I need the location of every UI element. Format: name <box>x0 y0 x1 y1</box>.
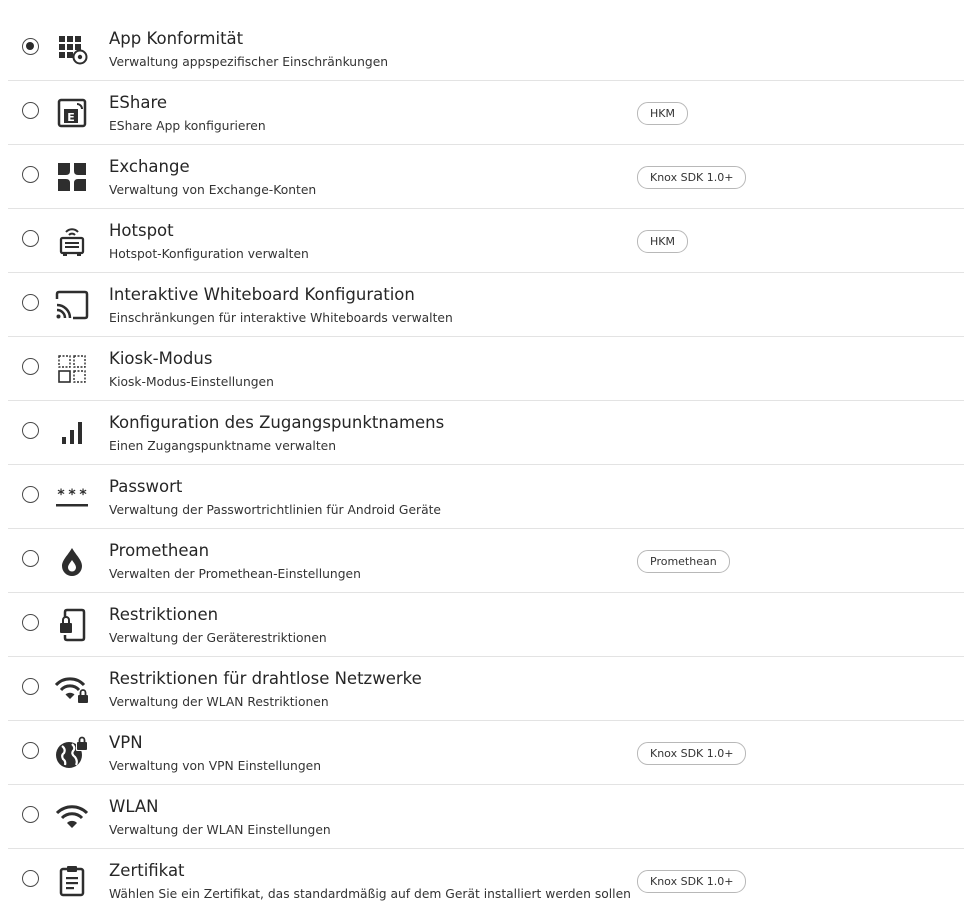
item-description: EShare App konfigurieren <box>109 119 266 133</box>
list-item-promethean[interactable] <box>8 529 964 593</box>
item-description: Verwaltung der Geräterestriktionen <box>109 631 327 645</box>
radio-button[interactable] <box>22 614 39 631</box>
radio-button[interactable] <box>22 742 39 759</box>
app-grid-gear-icon <box>54 31 90 67</box>
list-item-exchange[interactable] <box>8 145 964 209</box>
password-icon <box>54 479 90 515</box>
radio-button[interactable] <box>22 550 39 567</box>
requirement-badge: HKM <box>637 102 688 125</box>
item-title: Interaktive Whiteboard Konfiguration <box>109 285 415 304</box>
radio-button[interactable] <box>22 230 39 247</box>
item-description: Wählen Sie ein Zertifikat, das standardmäßig auf dem Gerät installiert werden sollen <box>109 887 631 901</box>
radio-button[interactable] <box>22 166 39 183</box>
kiosk-icon <box>54 351 90 387</box>
requirement-badge: Promethean <box>637 550 730 573</box>
requirement-badge: Knox SDK 1.0+ <box>637 742 746 765</box>
item-title: Kiosk-Modus <box>109 349 213 368</box>
item-title: Zertifikat <box>109 861 185 880</box>
item-description: Verwaltung von VPN Einstellungen <box>109 759 322 773</box>
list-item-wlan-restriktionen[interactable] <box>8 657 964 721</box>
item-description: Verwaltung appspezifischer Einschränkungen <box>109 55 389 69</box>
radio-button[interactable] <box>22 294 39 311</box>
radio-button[interactable] <box>22 486 39 503</box>
list-item-wlan[interactable] <box>8 785 964 849</box>
certificate-clipboard-icon <box>54 863 90 899</box>
signal-bars-icon <box>54 415 90 451</box>
item-description: Verwaltung der WLAN Einstellungen <box>109 823 331 837</box>
svg-text:*: * <box>79 487 87 503</box>
item-title: Hotspot <box>109 221 174 240</box>
policy-list <box>8 17 964 913</box>
svg-text:E: E <box>67 111 75 124</box>
item-title: Promethean <box>109 541 210 560</box>
wifi-icon <box>54 799 90 835</box>
promethean-drop-icon <box>54 543 90 579</box>
item-title: Exchange <box>109 157 190 176</box>
cast-icon <box>54 287 90 323</box>
item-description: Verwalten der Promethean-Einstellungen <box>109 567 361 581</box>
requirement-badge: HKM <box>637 230 688 253</box>
list-item-passwort[interactable] <box>8 465 964 529</box>
list-item-vpn[interactable] <box>8 721 964 785</box>
exchange-icon <box>54 159 90 195</box>
list-item-interaktive-whiteboard[interactable] <box>8 273 964 337</box>
item-title: App Konformität <box>109 29 244 48</box>
svg-text:*: * <box>57 487 65 503</box>
item-description: Hotspot-Konfiguration verwalten <box>109 247 309 261</box>
radio-button[interactable] <box>22 38 39 55</box>
item-description: Kiosk-Modus-Einstellungen <box>109 375 274 389</box>
list-item-app-konformitaet[interactable] <box>8 17 964 81</box>
globe-lock-icon <box>54 735 90 771</box>
item-description: Einen Zugangspunktname verwalten <box>109 439 337 453</box>
eshare-icon <box>54 95 90 131</box>
phone-lock-icon <box>54 607 90 643</box>
list-item-kiosk-modus[interactable] <box>8 337 964 401</box>
item-description: Verwaltung der WLAN Restriktionen <box>109 695 329 709</box>
requirement-badge: Knox SDK 1.0+ <box>637 166 746 189</box>
radio-button[interactable] <box>22 806 39 823</box>
radio-button[interactable] <box>22 870 39 887</box>
wifi-lock-icon <box>54 671 90 707</box>
radio-button[interactable] <box>22 358 39 375</box>
list-item-hotspot[interactable] <box>8 209 964 273</box>
radio-button[interactable] <box>22 422 39 439</box>
svg-text:*: * <box>68 487 76 503</box>
item-description: Einschränkungen für interaktive Whiteboards verwalten <box>109 311 453 325</box>
list-item-restriktionen[interactable] <box>8 593 964 657</box>
item-title: Passwort <box>109 477 183 496</box>
radio-button[interactable] <box>22 102 39 119</box>
item-description: Verwaltung von Exchange-Konten <box>109 183 317 197</box>
item-title: EShare <box>109 93 168 112</box>
hotspot-icon <box>54 223 90 259</box>
item-title: Konfiguration des Zugangspunktnamens <box>109 413 445 432</box>
radio-button[interactable] <box>22 678 39 695</box>
requirement-badge: Knox SDK 1.0+ <box>637 870 746 893</box>
item-description: Verwaltung der Passwortrichtlinien für Android Geräte <box>109 503 441 517</box>
item-title: Restriktionen <box>109 605 219 624</box>
item-title: WLAN <box>109 797 159 816</box>
list-item-zugangspunktname[interactable] <box>8 401 964 465</box>
item-title: Restriktionen für drahtlose Netzwerke <box>109 669 422 688</box>
list-item-zertifikat[interactable] <box>8 849 964 913</box>
item-title: VPN <box>109 733 143 752</box>
list-item-eshare[interactable] <box>8 81 964 145</box>
